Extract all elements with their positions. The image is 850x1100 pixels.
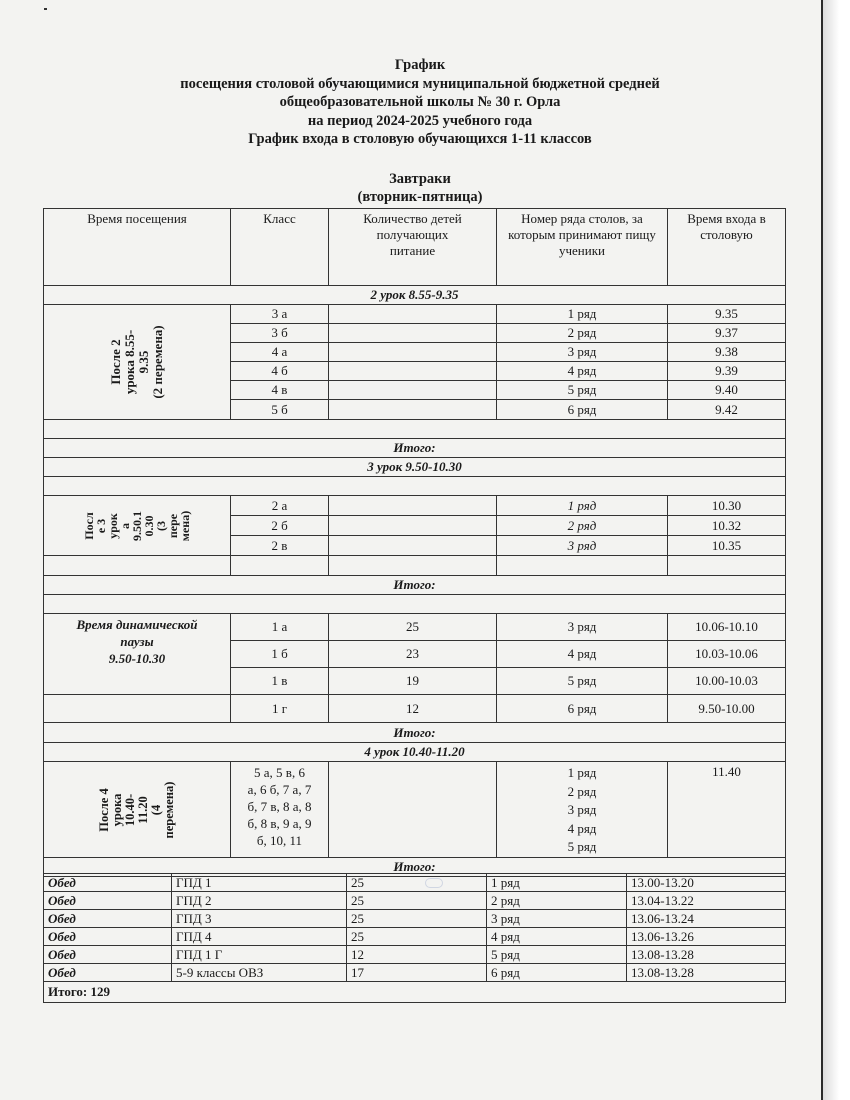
class-cell: 1 в [231, 668, 329, 695]
count-cell: 25 [329, 614, 497, 641]
count-cell [329, 343, 497, 362]
count-cell [329, 536, 497, 556]
row-cell: 4 ряд [497, 362, 668, 381]
time-cell: 9.50-10.00 [668, 695, 786, 723]
row-cell: 2 ряд [497, 324, 668, 343]
time-cell: 10.32 [668, 516, 786, 536]
table-row [44, 695, 786, 723]
section-row [44, 458, 786, 477]
count-cell: 25 [347, 892, 487, 910]
count-cell [329, 324, 497, 343]
lunch-total: Итого: 129 [44, 982, 786, 1003]
time-cell: 9.39 [668, 362, 786, 381]
row-cell: 6 ряд [497, 400, 668, 420]
group-cell: ГПД 4 [172, 928, 347, 946]
total-row [44, 723, 786, 743]
meal-type: Обед [44, 892, 172, 910]
class-list-cell: 5 а, 5 в, 6 а, 6 б, 7 а, 7 б, 7 в, 8 а, 8 б, 8 в, 9 а, 9 б, 10, 11 [231, 762, 329, 858]
spacer-row [44, 420, 786, 439]
time-cell: 10.06-10.10 [668, 614, 786, 641]
time-cell: 13.06-13.24 [627, 910, 786, 928]
row-cell: 2 ряд [487, 892, 627, 910]
class-cell: 2 а [231, 496, 329, 516]
time-cell: 13.08-13.28 [627, 964, 786, 982]
header-line-2: посещения столовой обучающимися муниципальной бюджетной средней [180, 75, 660, 92]
column-header: Класс [231, 209, 329, 286]
class-cell: 4 а [231, 343, 329, 362]
row-cell: 1 ряд [497, 305, 668, 324]
row-cell: 5 ряд [497, 381, 668, 400]
row-cell: 3 ряд [497, 343, 668, 362]
breakfast-title: Завтраки [389, 171, 451, 187]
break-label: После 2 урока 8.55- 9.35 (2 перемена) [108, 325, 165, 399]
time-cell: 10.30 [668, 496, 786, 516]
table-row [44, 614, 786, 641]
group-cell: ГПД 3 [172, 910, 347, 928]
time-cell: 10.35 [668, 536, 786, 556]
class-cell: 4 в [231, 381, 329, 400]
row-cell: 3 ряд [497, 614, 668, 641]
spacer-row [44, 595, 786, 614]
count-cell: 12 [329, 695, 497, 723]
row-cell: 1 ряд [497, 496, 668, 516]
count-cell [329, 400, 497, 420]
row-cell: 6 ряд [487, 964, 627, 982]
time-cell: 11.40 [668, 762, 786, 858]
total-label: Итого: [44, 439, 786, 458]
group-cell: 5-9 классы ОВЗ [172, 964, 347, 982]
page-edge-shadow [821, 0, 850, 1100]
time-cell: 9.40 [668, 381, 786, 400]
lunch-row [44, 946, 786, 964]
time-cell: 9.35 [668, 305, 786, 324]
table-row [44, 762, 786, 858]
section-title: 4 урок 10.40-11.20 [44, 743, 786, 762]
count-cell [329, 496, 497, 516]
total-label: Итого: [44, 576, 786, 595]
time-cell: 9.42 [668, 400, 786, 420]
header-line-4: на период 2024-2025 учебного года [307, 112, 533, 129]
scan-speck [44, 8, 47, 10]
meal-type: Обед [44, 874, 172, 892]
lunch-row [44, 964, 786, 982]
class-cell: 1 б [231, 641, 329, 668]
row-cell: 2 ряд [497, 516, 668, 536]
time-cell: 10.03-10.06 [668, 641, 786, 668]
class-cell: 3 б [231, 324, 329, 343]
document-header [60, 56, 780, 149]
table-row [44, 496, 786, 516]
break-label-cell [44, 305, 231, 420]
time-cell: 13.06-13.26 [627, 928, 786, 946]
break-label-cell [44, 762, 231, 858]
count-cell: 25 [347, 874, 487, 892]
meal-type: Обед [44, 928, 172, 946]
row-cell: 4 ряд [487, 928, 627, 946]
lunch-row [44, 892, 786, 910]
class-cell: 1 а [231, 614, 329, 641]
table-row [44, 556, 786, 576]
dynamic-pause-label: Время динамической паузы 9.50-10.30 [44, 614, 231, 695]
meal-type: Обед [44, 964, 172, 982]
group-cell: ГПД 2 [172, 892, 347, 910]
count-cell: 12 [347, 946, 487, 964]
time-cell: 10.00-10.03 [668, 668, 786, 695]
header-line-3: общеобразовательной школы № 30 г. Орла [279, 94, 561, 110]
spacer-row [44, 477, 786, 496]
break-label: После 4 урока 10.40- 11.20 (4 перемена) [97, 781, 176, 838]
count-cell: 17 [347, 964, 487, 982]
time-cell: 13.04-13.22 [627, 892, 786, 910]
class-cell: 1 г [231, 695, 329, 723]
lunch-row [44, 874, 786, 892]
table-row [44, 305, 786, 324]
total-label: Итого: [44, 858, 786, 877]
section-title: 3 урок 9.50-10.30 [44, 458, 786, 477]
break-label-cell [44, 496, 231, 556]
class-cell: 4 б [231, 362, 329, 381]
time-cell: 9.38 [668, 343, 786, 362]
row-cell: 1 ряд [487, 874, 627, 892]
lunch-row [44, 910, 786, 928]
time-cell: 9.37 [668, 324, 786, 343]
lunch-total-row [44, 982, 786, 1003]
count-cell [329, 305, 497, 324]
breakfast-table [43, 208, 786, 877]
count-cell: 25 [347, 910, 487, 928]
group-cell: ГПД 1 [172, 874, 347, 892]
row-cell: 5 ряд [497, 668, 668, 695]
count-cell [329, 516, 497, 536]
section-title: 2 урок 8.55-9.35 [44, 286, 786, 305]
count-cell [329, 762, 497, 858]
class-cell: 3 а [231, 305, 329, 324]
row-cell: 3 ряд [497, 536, 668, 556]
column-header: Номер ряда столов, за которым принимают пищу ученики [497, 209, 668, 286]
count-cell: 23 [329, 641, 497, 668]
row-cell: 4 ряд [497, 641, 668, 668]
header-title: График [394, 57, 446, 73]
class-cell: 2 в [231, 536, 329, 556]
header-line-5: График входа в столовую обучающихся 1-11 классов [248, 131, 592, 147]
total-row [44, 576, 786, 595]
total-row [44, 439, 786, 458]
ink-smudge [425, 878, 443, 888]
total-label: Итого: [44, 723, 786, 743]
time-cell: 13.08-13.28 [627, 946, 786, 964]
meal-type: Обед [44, 910, 172, 928]
table-header-row [44, 209, 786, 286]
break-label: Посл е 3 урок а 9.50.1 0.30 (3 пере мена) [82, 510, 192, 541]
column-header: Время входа в столовую [668, 209, 786, 286]
row-cell: 3 ряд [487, 910, 627, 928]
group-cell: ГПД 1 Г [172, 946, 347, 964]
column-header: Количество детей получающих питание [329, 209, 497, 286]
row-cell: 5 ряд [487, 946, 627, 964]
lunch-table [43, 873, 786, 1003]
breakfast-subtitle: (вторник-пятница) [357, 189, 483, 205]
class-cell: 5 б [231, 400, 329, 420]
column-header: Время посещения [44, 209, 231, 286]
class-cell: 2 б [231, 516, 329, 536]
count-cell: 19 [329, 668, 497, 695]
row-list-cell: 1 ряд 2 ряд 3 ряд 4 ряд 5 ряд [497, 762, 668, 858]
section-row [44, 286, 786, 305]
lunch-row [44, 928, 786, 946]
count-cell: 25 [347, 928, 487, 946]
meal-type: Обед [44, 946, 172, 964]
time-cell: 13.00-13.20 [627, 874, 786, 892]
section-row [44, 743, 786, 762]
row-cell: 6 ряд [497, 695, 668, 723]
count-cell [329, 362, 497, 381]
count-cell [329, 381, 497, 400]
